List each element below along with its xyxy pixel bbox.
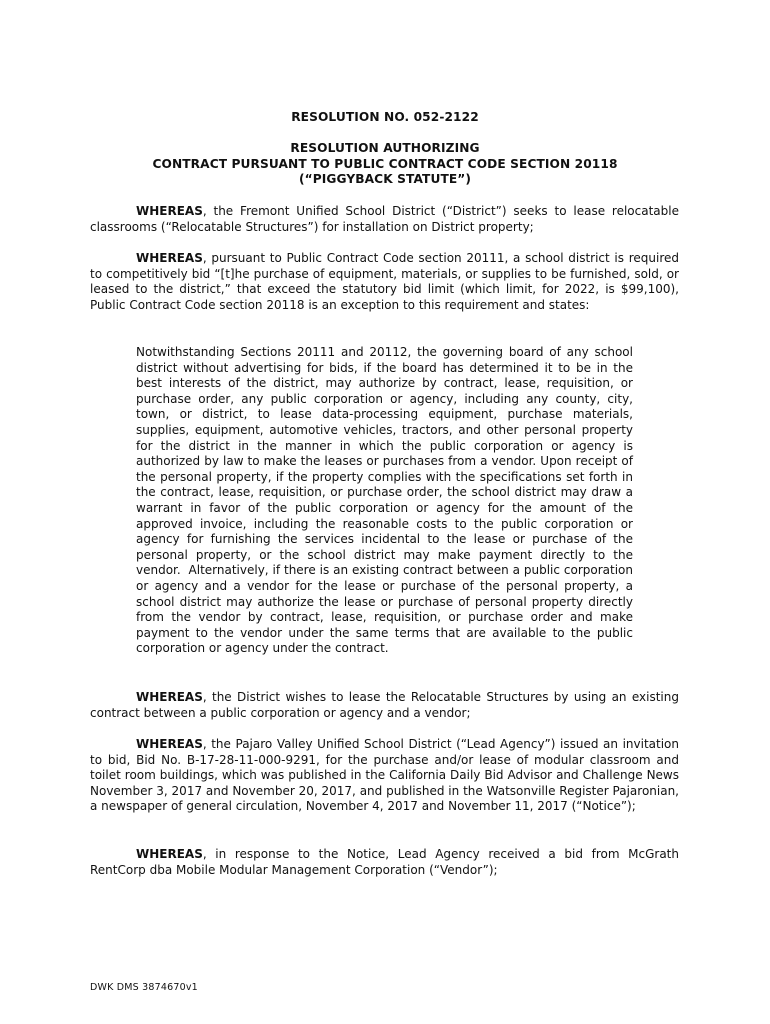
document-footer-id: DWK DMS 3874670v1: [90, 982, 198, 993]
whereas-paragraph-1: [90, 204, 679, 235]
whereas-paragraph-2: [90, 251, 679, 313]
resolution-number: RESOLUTION NO. 052-2122: [291, 110, 479, 124]
paragraph-text: , pursuant to Public Contract Code section 20111, a school district is required to competitively bid “[t]he purchase of equipment, materials, or supplies to be furnished, sold, or leased to the district,” that exceed the statutory bid limit (which limit, for 2022, is $99,100), Public Contract Code section 20118 is an exception to this requirement and states:: [90, 251, 679, 312]
paragraph-text: , the Fremont Unified School District (“District”) seeks to lease relocatable classrooms (“Relocatable Structures”) for installation on District property;: [90, 204, 679, 234]
whereas-lead: WHEREAS: [136, 204, 203, 218]
title-line-2: CONTRACT PURSUANT TO PUBLIC CONTRACT CODE SECTION 20118: [152, 156, 618, 171]
whereas-paragraph-3: [90, 690, 679, 721]
title-line-3: (“PIGGYBACK STATUTE”): [298, 172, 472, 187]
statute-quote: Notwithstanding Sections 20111 and 20112, the governing board of any school district without advertising for bids, if the board has determined it to be in the best interests of the district, may authorize by contract, lease, requisition, or purchase order, any public corporation or agency, including any county, city, town, or district, to lease data-processing equipment, purchase materials, supplies, equipment, automotive vehicles, tractors, and other personal property for the district in the manner in which the public corporation or agency is authorized by law to make the leases or purchases from a vendor. Upon receipt of the personal property, if the property complies with the specifications set forth in the contract, lease, requisition, or purchase order, the school district may draw a warrant in favor of the public corporation or agency for the amount of the approved invoice, including the reasonable costs to the public corporation or agency for furnishing the services incidental to the lease or purchase of the personal property, or the school district may make payment directly to the vendor. Alternatively, if there is an existing contract between a public corporation or agency and a vendor for the lease or purchase of the personal property, a school district may authorize the lease or purchase of personal property directly from the vendor by contract, lease, requisition, or purchase order and make payment to the vendor under the same terms that are available to the public corporation or agency under the contract.: [136, 345, 637, 656]
whereas-paragraph-5: [90, 847, 679, 878]
whereas-lead: WHEREAS: [136, 690, 203, 704]
whereas-paragraph-4: [90, 737, 679, 815]
title-line-1: RESOLUTION AUTHORIZING: [290, 141, 480, 155]
whereas-lead: WHEREAS: [136, 737, 203, 751]
whereas-lead: WHEREAS: [136, 847, 203, 861]
paragraph-text: , the Pajaro Valley Unified School District (“Lead Agency”) issued an invitation to bid, Bid No. B-17-28-11-000-9291, for the purchase and/or lease of modular classroom and toilet room buildings, which was published in the California Daily Bid Advisor and Challenge News November 3, 2017 and November 20, 2017, and published in the Watsonville Register Pajaronian, a newspaper of general circulation, November 4, 2017 and November 11, 2017 (“Notice”);: [90, 737, 679, 814]
paragraph-text: , the District wishes to lease the Relocatable Structures by using an existing contract between a public corporation or agency and a vendor;: [90, 690, 679, 720]
whereas-lead: WHEREAS: [136, 251, 203, 265]
paragraph-text: , in response to the Notice, Lead Agency received a bid from McGrath RentCorp dba Mobile Modular Management Corporation (“Vendor”);: [90, 847, 679, 877]
resolution-title: [90, 141, 680, 188]
